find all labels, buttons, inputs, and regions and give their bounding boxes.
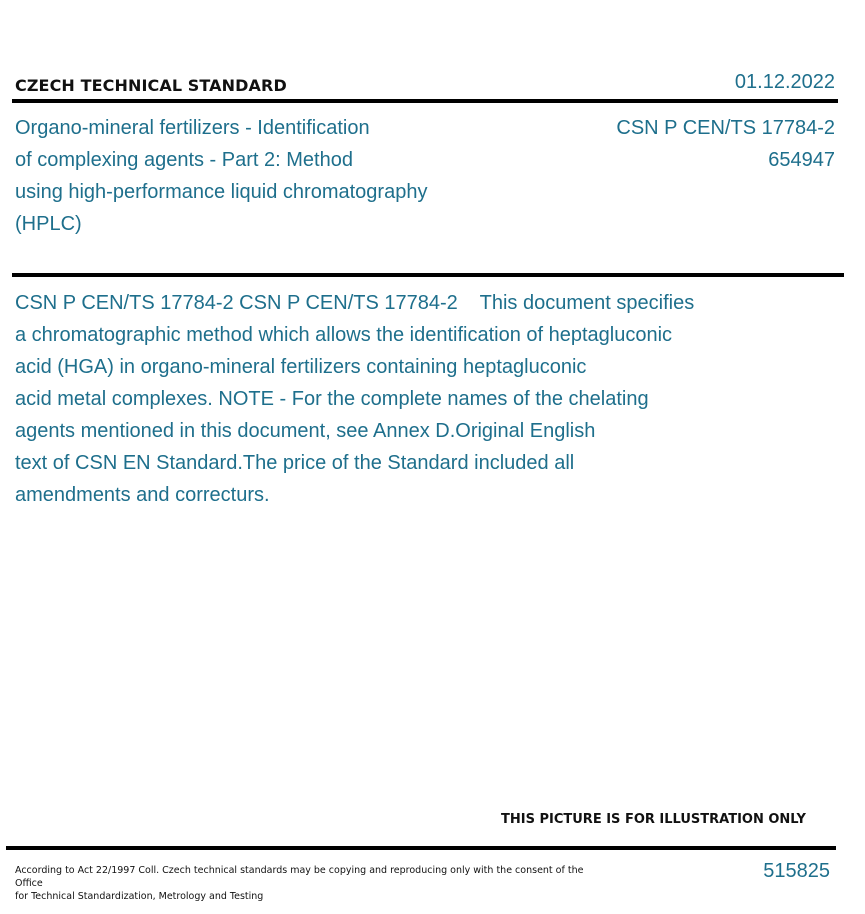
abstract-line: amendments and correcturs.	[15, 484, 270, 506]
publication-date: 01.12.2022	[734, 71, 835, 93]
abstract-line: a chromatographic method which allows the identification of heptagluconic	[15, 324, 673, 346]
top-divider	[12, 99, 838, 103]
abstract-line: CSN P CEN/TS 17784-2 CSN P CEN/TS 17784-2 This document specifies	[15, 292, 695, 314]
footer-number: 515825	[763, 860, 830, 882]
document-identifiers	[616, 112, 835, 176]
illustration-disclaimer: THIS PICTURE IS FOR ILLUSTRATION ONLY	[501, 812, 806, 827]
legal-notice-line: According to Act 22/1997 Coll. Czech technical standards may be copying and reproducing only with the consent of the Office	[15, 865, 584, 889]
middle-divider	[12, 273, 844, 277]
document-title-line: Organo-mineral fertilizers - Identification	[15, 117, 370, 139]
bottom-divider	[6, 846, 836, 850]
legal-notice-line: for Technical Standardization, Metrology and Testing	[15, 891, 264, 902]
document-abstract	[15, 287, 755, 511]
standard-code: CSN P CEN/TS 17784-2	[616, 117, 835, 139]
catalog-number: 654947	[768, 149, 835, 171]
legal-notice	[15, 864, 585, 903]
abstract-line: acid metal complexes. NOTE - For the complete names of the chelating	[15, 388, 649, 410]
document-title-line: of complexing agents - Part 2: Method	[15, 149, 353, 171]
abstract-line: agents mentioned in this document, see Annex D.Original English	[15, 420, 596, 442]
abstract-line: acid (HGA) in organo-mineral fertilizers containing heptagluconic	[15, 356, 587, 378]
document-title	[15, 112, 485, 240]
standard-type-heading: CZECH TECHNICAL STANDARD	[15, 76, 287, 95]
document-title-line: using high-performance liquid chromatography	[15, 181, 428, 203]
document-title-line: (HPLC)	[15, 213, 82, 235]
abstract-line: text of CSN EN Standard.The price of the Standard included all	[15, 452, 575, 474]
